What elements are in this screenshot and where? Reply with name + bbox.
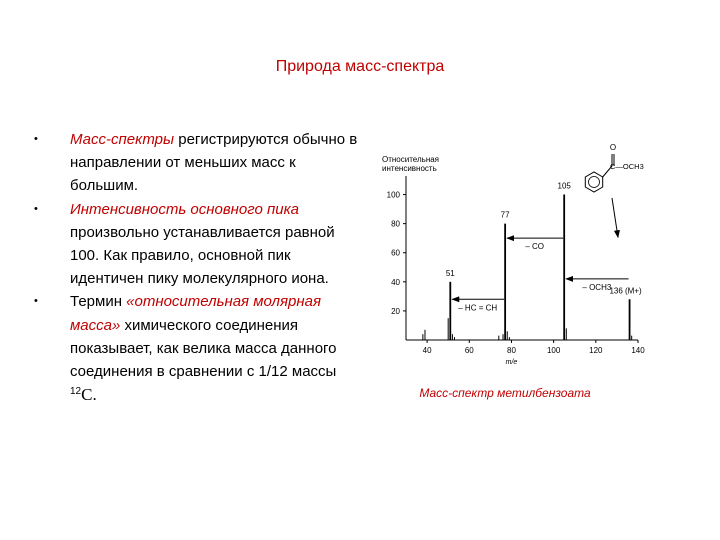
bullet-marker: • xyxy=(34,133,38,145)
bullet-item xyxy=(34,290,364,407)
peak-label: 105 xyxy=(557,181,571,191)
peak-label: 136 (M+) xyxy=(609,286,642,296)
bullet-marker: • xyxy=(34,295,38,308)
y-tick-label: 40 xyxy=(391,277,400,287)
bullet-text: произвольно устанавливается равной 100. Как правило, основной пик идентичен пику молекулярного иона. xyxy=(70,223,335,288)
bullet-text: химического соединения показывает, как велика масса данного соединения в сравнении с 1/12 массы xyxy=(70,316,337,381)
y-tick-label: 20 xyxy=(391,306,400,316)
chart-caption: Масс-спектр метилбензоата xyxy=(419,386,591,400)
term-mass-spectra: Масс-спектры xyxy=(70,131,175,148)
term-base-peak-intensity: Интенсивность основного пика xyxy=(70,200,300,218)
benzene-aromatic-circle xyxy=(589,177,600,188)
x-tick-label: 120 xyxy=(589,346,603,355)
mass-spectrum-svg xyxy=(376,140,660,378)
benzene-ring xyxy=(585,172,602,192)
fragment-label: – HC = CH xyxy=(458,303,498,313)
bullet-text: регистрируются обычно в направлении от меньших масс к большим. xyxy=(70,131,358,195)
ester-group-label: C—OCH3 xyxy=(610,162,644,171)
y-axis-label-line2: интенсивность xyxy=(382,164,437,173)
structure-arrow xyxy=(612,198,618,237)
x-tick-label: 40 xyxy=(422,346,432,355)
bullet-prefix: Термин xyxy=(70,293,127,311)
peak-label: 77 xyxy=(500,210,510,220)
carbonyl-oxygen-label: O xyxy=(609,143,617,152)
x-tick-label: 140 xyxy=(631,346,645,355)
y-tick-label: 80 xyxy=(391,219,400,229)
bullet-list xyxy=(34,128,364,407)
fragment-label: – OCH3 xyxy=(582,282,612,292)
isotope-symbol: С. xyxy=(81,385,97,405)
x-axis-label: m/e xyxy=(505,359,518,366)
bullet-item xyxy=(34,198,364,291)
y-tick-label: 60 xyxy=(391,248,400,258)
fragment-label: – CO xyxy=(525,242,544,252)
peak-label: 51 xyxy=(445,268,455,278)
mass-spectrum-chart xyxy=(376,140,660,378)
x-tick-label: 60 xyxy=(464,346,474,355)
y-tick-label: 100 xyxy=(386,190,400,200)
term-relative-molar-mass: «относительная молярная масса» xyxy=(70,293,321,334)
bullet-marker: • xyxy=(34,202,38,215)
bullet-item xyxy=(34,128,364,198)
x-tick-label: 100 xyxy=(546,346,561,355)
y-axis-label-line1: Относительная xyxy=(382,155,440,164)
slide-title: Природа масс-спектра xyxy=(275,58,445,75)
x-tick-label: 80 xyxy=(507,346,516,355)
isotope-superscript: 12 xyxy=(70,386,82,398)
